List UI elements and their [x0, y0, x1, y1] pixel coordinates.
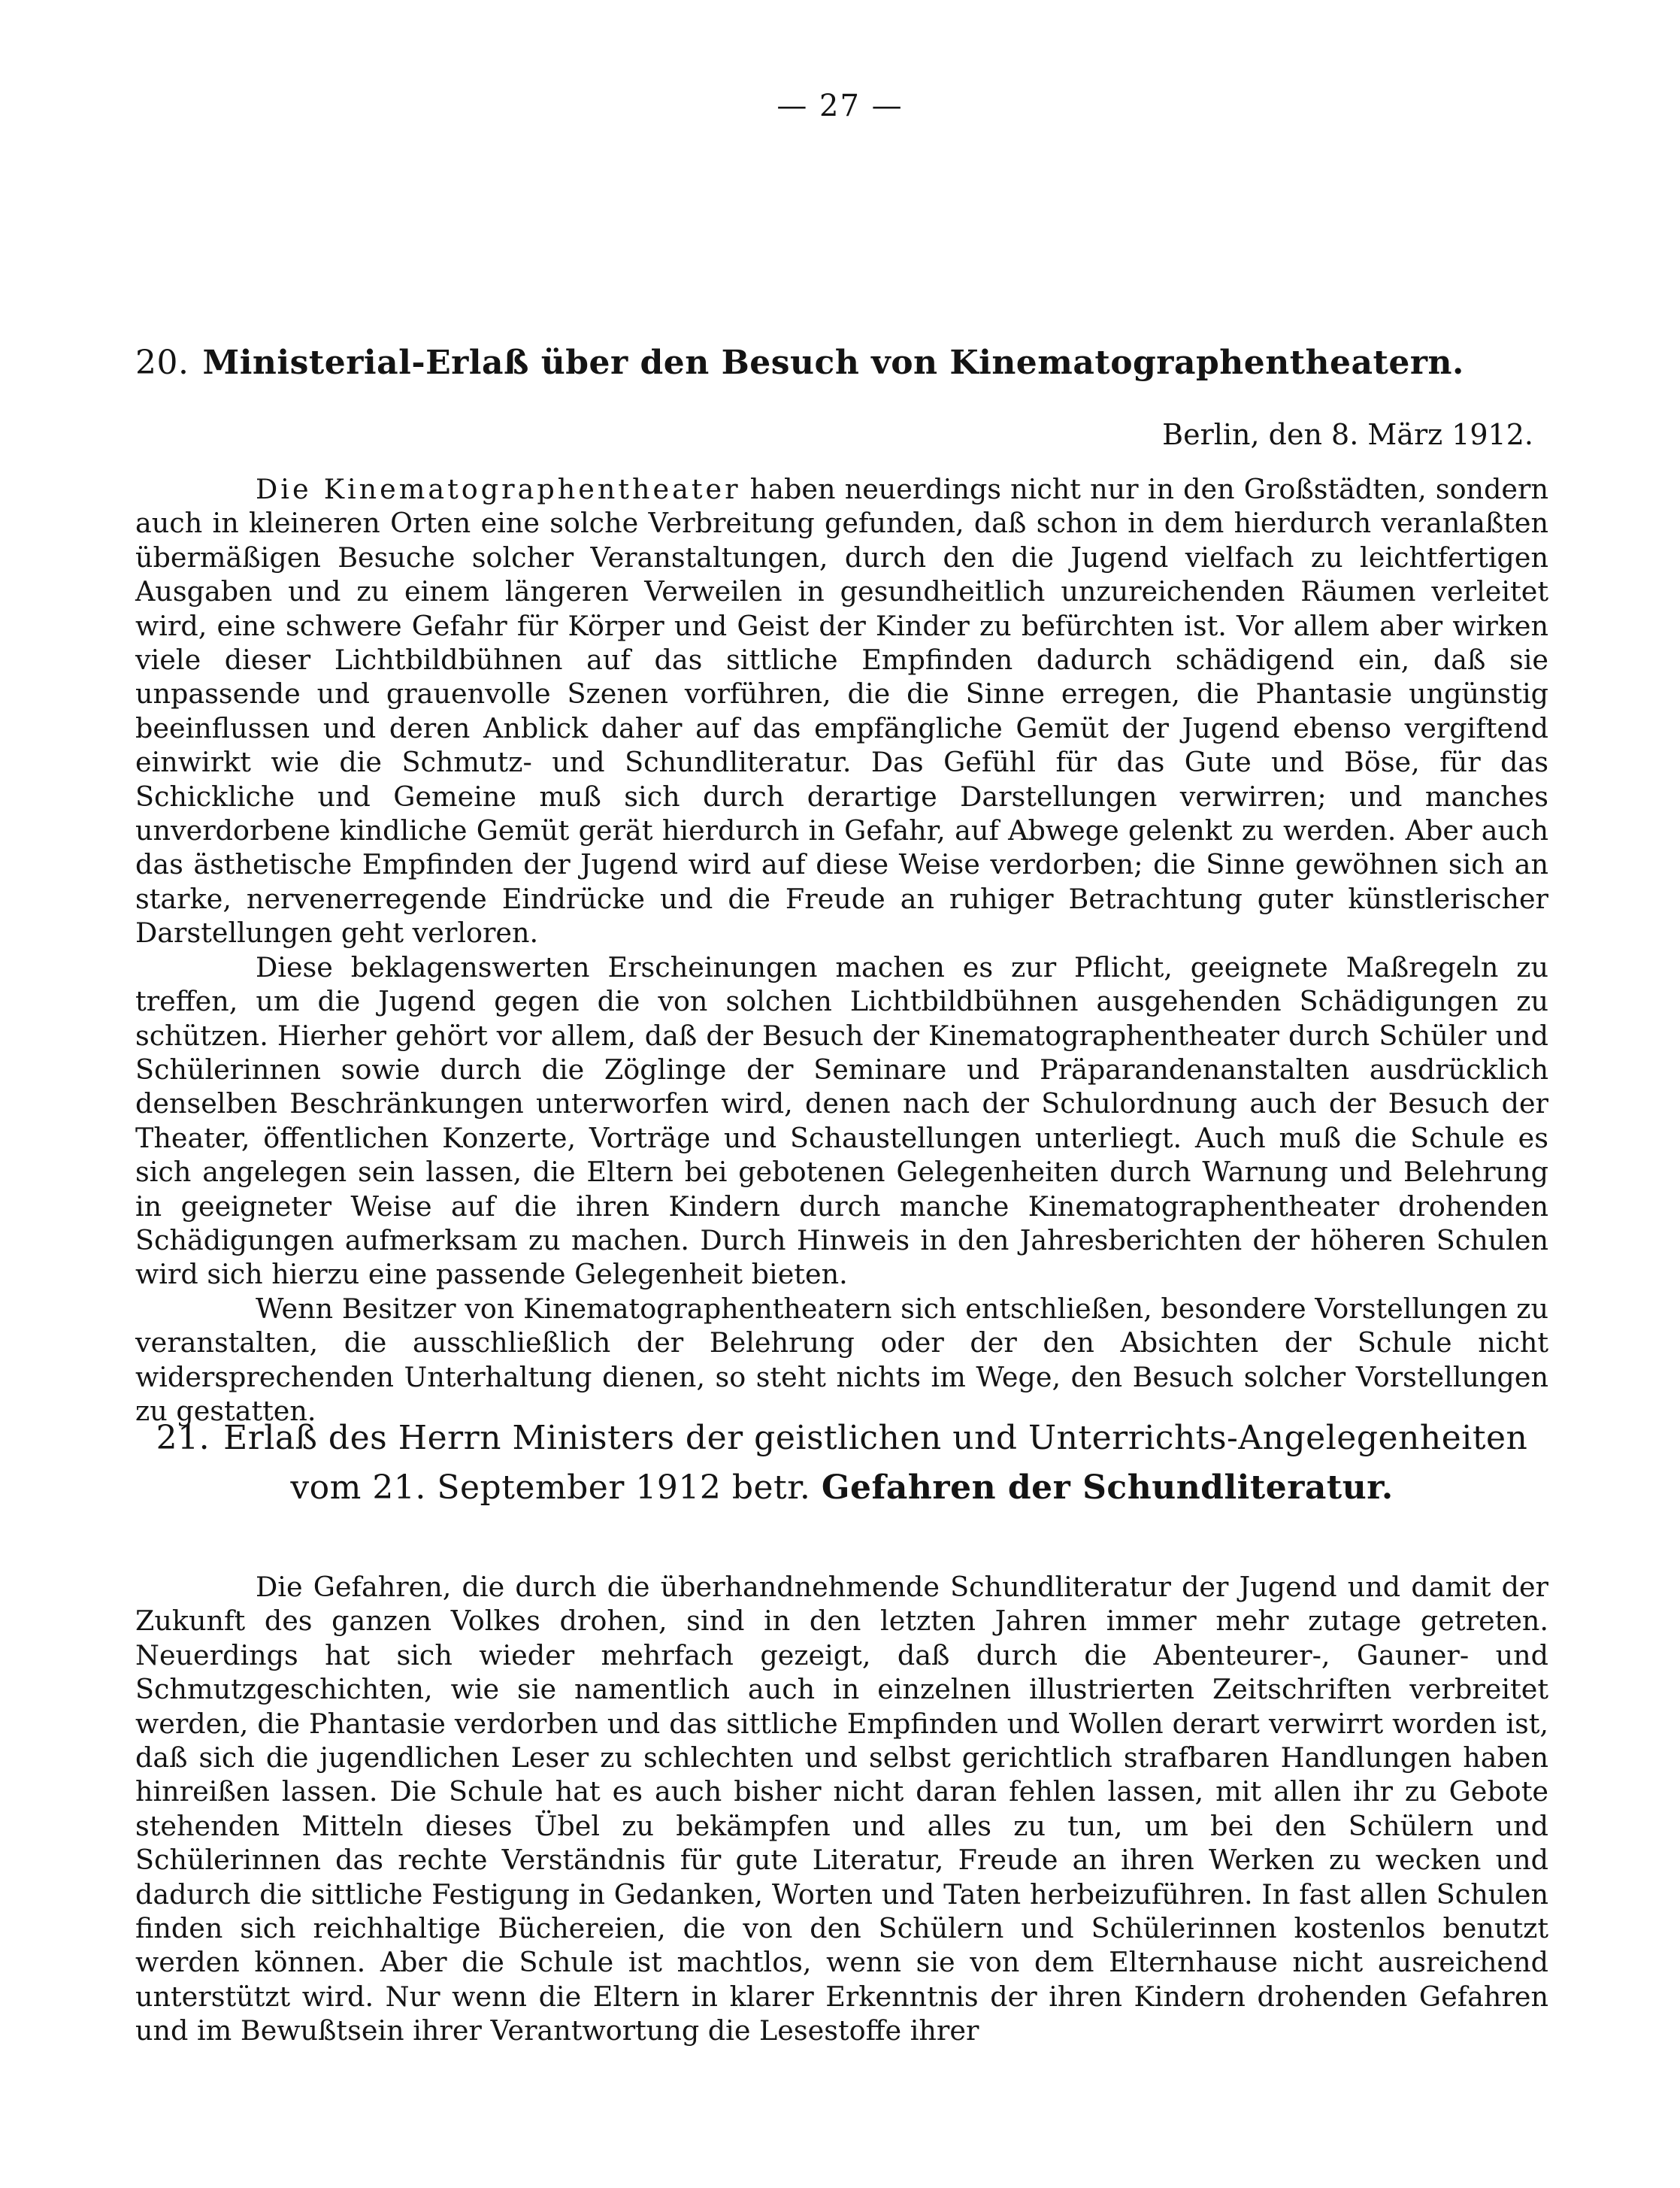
section-21-body — [135, 1570, 1548, 2048]
section-21-heading — [135, 1414, 1548, 1463]
section-20-paragraph-2: Diese beklagenswerten Erscheinungen machen es zur Pflicht, geeignete Maßregeln zu treffen, um die Jugend gegen die von solchen Lichtbildbühnen ausgehenden Schädigungen zu schützen. Hierher gehört vor allem, daß der Besuch der Kinematographentheater durch Schüler und Schülerinnen sowie durch die Zöglinge der Seminare und Präparandenanstalten ausdrücklich denselben Beschränkungen unterworfen wird, denen nach der Schulordnung auch der Besuch der Theater, öffentlichen Konzerte, Vorträge und Schaustellungen unterliegt. Auch muß die Schule es sich angelegen sein lassen, die Eltern bei gebotenen Gelegenheiten durch Warnung und Belehrung in geeigneter Weise auf die ihren Kindern durch manche Kinematographentheater drohenden Schädigungen aufmerksam zu machen. Durch Hinweis in den Jahresberichten der höheren Schulen wird sich hierzu eine passende Gelegenheit bieten. — [135, 950, 1548, 1291]
section-20-paragraph-3: Wenn Besitzer von Kinematographentheatern sich entschließen, besondere Vorstellungen zu veranstalten, die ausschließlich der Belehrung oder der den Absichten der Schule nicht widersprechenden Unterhaltung dienen, so steht nichts im Wege, den Besuch solcher Vorstellungen zu gestatten. — [135, 1292, 1548, 1427]
section-20-paragraph-1-lead: Die Kinematographentheater — [256, 473, 741, 505]
section-21-title-line1: Erlaß des Herrn Ministers der geistlichen und Unterrichts-Angelegenheiten — [223, 1419, 1528, 1457]
section-20 — [135, 338, 1548, 1428]
section-21-title-prefix: vom 21. September 1912 betr. — [290, 1468, 811, 1507]
section-21-heading-line2 — [135, 1463, 1548, 1513]
page-number: — 27 — — [776, 89, 904, 123]
section-20-dateline: Berlin, den 8. März 1912. — [1162, 418, 1533, 451]
section-20-number: 20. — [135, 344, 189, 382]
section-20-heading — [135, 338, 1548, 388]
section-21-paragraph-1: Die Gefahren, die durch die überhandnehmende Schundliteratur der Jugend und damit der Zukunft des ganzen Volkes drohen, sind in den letzten Jahren immer mehr zutage getreten. Neuerdings hat sich wieder mehrfach gezeigt, daß durch die Abenteurer-, Gauner- und Schmutzgeschichten, wie sie namentlich auch in einzelnen illustrierten Zeitschriften verbreitet werden, die Phantasie verdorben und das sittliche Empfinden und Wollen derart verwirrt worden ist, daß sich die jugendlichen Leser zu schlechten und selbst gerichtlich strafbaren Handlungen haben hinreißen lassen. Die Schule hat es auch bisher nicht daran fehlen lassen, mit allen ihr zu Gebote stehenden Mitteln dieses Übel zu bekämpfen und alles zu tun, um bei den Schülern und Schülerinnen das rechte Verständnis für gute Literatur, Freude an ihren Werken zu wecken und dadurch die sittliche Festigung in Gedanken, Worten und Taten herbeizuführen. In fast allen Schulen finden sich reichhaltige Büchereien, die von den Schülern und Schülerinnen kostenlos benutzt werden können. Aber die Schule ist machtlos, wenn sie von dem Elternhause nicht ausreichend unterstützt wird. Nur wenn die Eltern in klarer Erkenntnis der ihren Kindern drohenden Gefahren und im Bewußtsein ihrer Verantwortung die Lesestoffe ihrer — [135, 1571, 1548, 2047]
section-21-title-strong: Gefahren der Schundliteratur. — [821, 1468, 1394, 1507]
section-21-number: 21. — [156, 1419, 210, 1457]
section-20-body — [135, 472, 1548, 1428]
section-20-title: Ministerial-Erlaß über den Besuch von Kinematographentheatern. — [202, 344, 1464, 382]
section-20-paragraph-1-text: haben neuerdings nicht nur in den Großstädten, sondern auch in kleineren Orten eine solche Verbreitung gefunden, daß schon in dem hierdurch veranlaßten übermäßigen Besuche solcher Veranstaltungen, durch den die Jugend vielfach zu leichtfertigen Ausgaben und zu einem längeren Verweilen in gesundheitlich unzureichenden Räumen verleitet wird, eine schwere Gefahr für Körper und Geist der Kinder zu befürchten ist. Vor allem aber wirken viele dieser Lichtbildbühnen auf das sittliche Empfinden dadurch schädigend ein, daß sie unpassende und grauenvolle Szenen vorführen, die die Sinne erregen, die Phantasie ungünstig beeinflussen und deren Anblick daher auf das empfängliche Gemüt der Jugend ebenso vergiftend einwirkt wie die Schmutz- und Schundliteratur. Das Gefühl für das Gute und Böse, für das Schickliche und Gemeine muß sich durch derartige Darstellungen verwirren; und manches unverdorbene kindliche Gemüt gerät hierdurch in Gefahr, auf Abwege gelenkt zu werden. Aber auch das ästhetische Empfinden der Jugend wird auf diese Weise verdorben; die Sinne gewöhnen sich an starke, nervenerregende Eindrücke und die Freude an ruhiger Betrachtung guter künstlerischer Darstellungen geht verloren. — [135, 473, 1548, 950]
section-20-paragraph-1 — [135, 472, 1548, 950]
section-21 — [135, 1414, 1548, 2048]
